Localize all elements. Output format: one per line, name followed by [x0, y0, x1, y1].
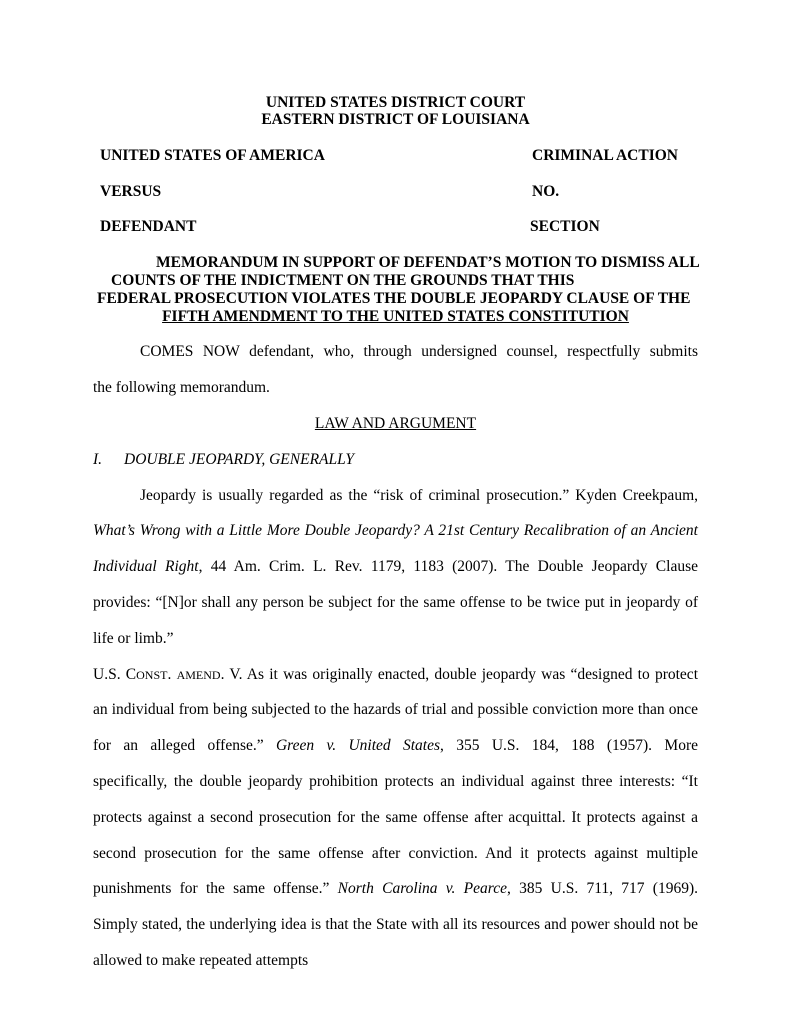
para1-line-2: What’s Wrong with a Little More Double Jeopardy? A 21st Century Recalibration of an Ancient — [93, 522, 698, 539]
memo-title-line-3: FEDERAL PROSECUTION VIOLATES THE DOUBLE JEOPARDY CLAUSE OF THE — [97, 290, 691, 307]
pearce-cite-rest: , 385 U.S. 711, 717 (1969). — [506, 880, 698, 897]
citation-title: Individual Right — [93, 558, 199, 575]
para1-line-4: provides: “[N]or shall any person be subject for the same offense to be twice put in jeopardy of — [93, 594, 698, 611]
para2-line-9: allowed to make repeated attempts — [93, 952, 309, 969]
para1-line-3 — [93, 558, 698, 576]
intro-line-1: COMES NOW defendant, who, through undersigned counsel, respectfully submits — [140, 343, 698, 360]
memo-title-line-4: FIFTH AMENDMENT TO THE UNITED STATES CONSTITUTION — [162, 308, 629, 325]
para2-line-7 — [93, 880, 698, 898]
court-name: UNITED STATES DISTRICT COURT — [265, 94, 526, 111]
para2-line-1 — [93, 666, 698, 684]
const-cite-rest: . V. As it was originally enacted, double jeopardy was “designed to protect — [220, 666, 698, 683]
memo-title-line-1: MEMORANDUM IN SUPPORT OF DEFENDAT’S MOTION TO DISMISS ALL — [156, 254, 700, 271]
court-district: EASTERN DISTRICT OF LOUISIANA — [261, 111, 530, 128]
para2-line-5: protects against a second prosecution for the same offense after acquittal. It protects against a — [93, 809, 698, 826]
const-cite-b: . — [167, 666, 177, 683]
const-cite-a: U.S. C — [93, 666, 137, 683]
pearce-case-name: North Carolina v. Pearce — [337, 880, 507, 897]
green-cite-rest: , 355 U.S. 184, 188 (1957). More — [440, 737, 698, 754]
caption-party-defendant: DEFENDANT — [100, 218, 197, 235]
para2-line-2: an individual from being subjected to the hazards of trial and possible conviction more than once — [93, 701, 698, 718]
para2-line-6: second prosecution for the same offense after conviction. And it protects against multiple — [93, 845, 698, 862]
const-cite-smallcaps-2: AMEND — [176, 668, 221, 682]
para2-line-4: specifically, the double jeopardy prohibition protects an individual against three interests: “It — [93, 773, 698, 790]
caption-section: SECTION — [530, 218, 600, 235]
green-case-name: Green v. United States — [275, 737, 441, 754]
caption-party-plaintiff: UNITED STATES OF AMERICA — [100, 147, 325, 164]
para2-line-8: Simply stated, the underlying idea is that the State with all its resources and power should not be — [93, 916, 698, 933]
para2-line-3 — [93, 737, 698, 755]
subheading-number: I. — [93, 451, 103, 468]
subheading-text: DOUBLE JEOPARDY, GENERALLY — [124, 451, 355, 468]
const-cite-smallcaps-1: ONST — [136, 668, 168, 682]
citation-rest: , 44 Am. Crim. L. Rev. 1179, 1183 (2007). The Double Jeopardy Clause — [198, 558, 698, 575]
memo-title-line-2: COUNTS OF THE INDICTMENT ON THE GROUNDS THAT THIS — [111, 272, 575, 289]
para1-line-5: life or limb.” — [93, 630, 174, 647]
green-cite-lead: for an alleged offense.” — [93, 737, 276, 754]
para1-line-1: Jeopardy is usually regarded as the “risk of criminal prosecution.” Kyden Creekpaum, — [140, 487, 698, 504]
caption-versus: VERSUS — [100, 183, 162, 200]
section-heading: LAW AND ARGUMENT — [314, 415, 477, 432]
caption-criminal-action: CRIMINAL ACTION — [532, 147, 678, 164]
intro-line-2: the following memorandum. — [93, 379, 270, 396]
pearce-cite-lead: punishments for the same offense.” — [93, 880, 338, 897]
caption-number: NO. — [532, 183, 560, 200]
